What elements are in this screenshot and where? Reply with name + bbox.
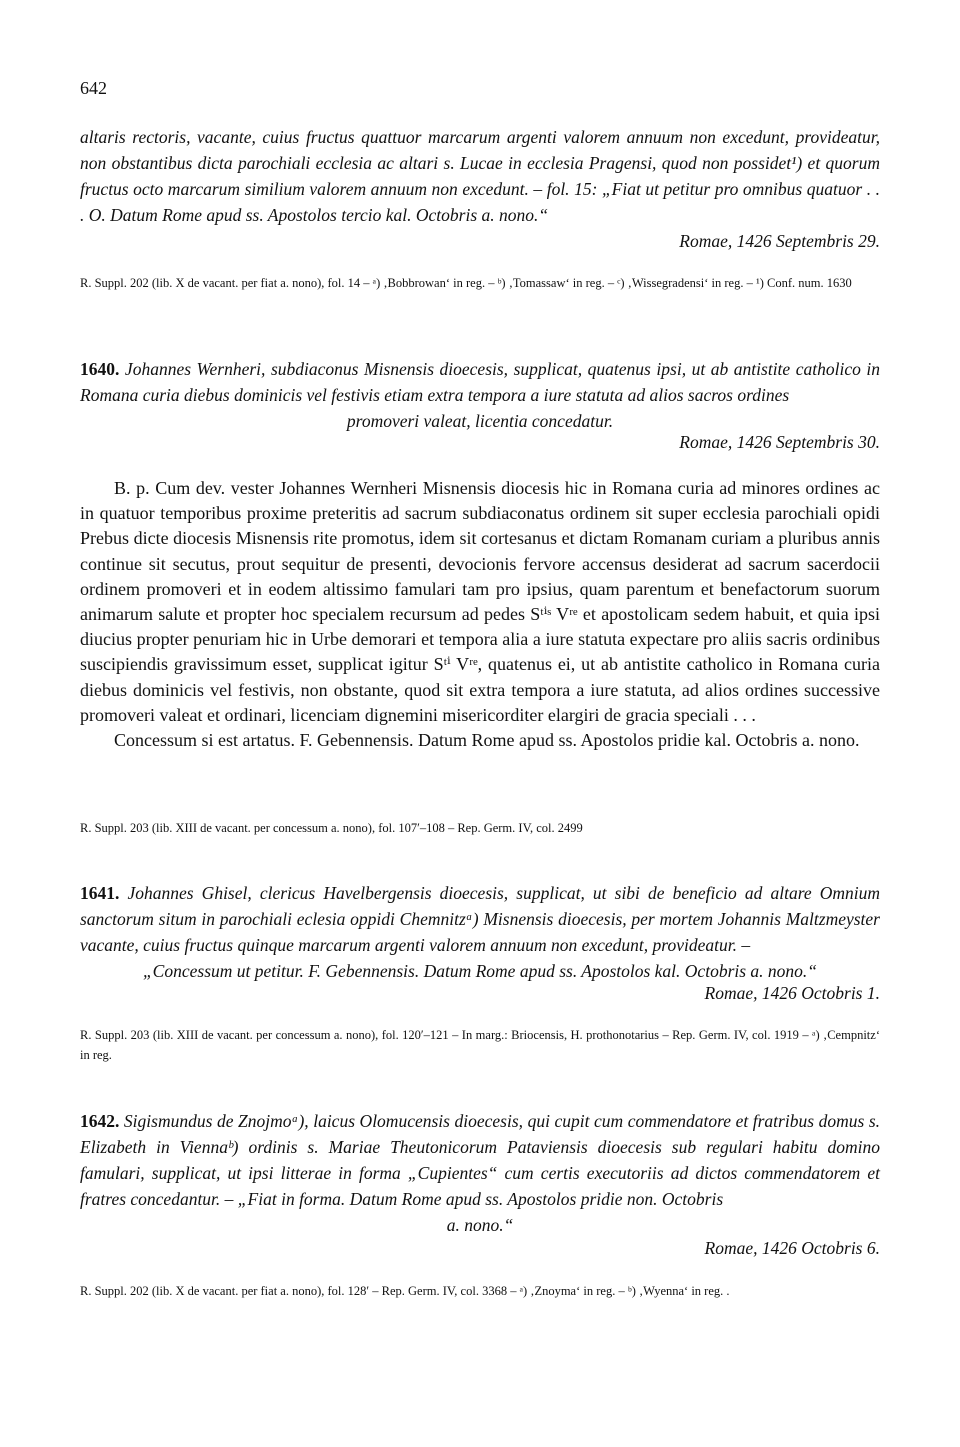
- supplication-paragraph: B. p. Cum dev. vester Johannes Wernheri Misnensis diocesis hic in Romana curia ad minores ordines ac in quatuor temporibus proxime preteritis ad sacrum subdiaconatus ordinem sit super ecclesia parochiali opidi Prebus dicte diocesis Misnensis rite promotus, idem sit cortesanus et dictam Romanam curiam a pluribus annis continue sit secutus, prout sequitur de presenti, devocionis fervore accensus desiderat ad sacrum sacerdocii ordinem promoveri et in eodem altissimo famulari tam pro ipsius, quam parentum et benefactorum suorum animarum salute et propter hoc specialem recursum ad pedes Sᵗⁱˢ Vʳᵉ et apostolicam sedem habuit, et quia ipsi diucius propter penuriam hic in Urbe demorari et tempora alia a iure statuta expectare pro aliis sacris ordinibus suscipiendis gravissimum esset, supplicat igitur Sᵗⁱ Vʳᵉ, quatenus ei, ut ab antistite catholico in Romana curia diebus dominicis vel festivis, non obstante, quod sit extra tempora a iure statuta, ad alios ordines successive promoveri valeat et ordinari, licenciam dignemini misericorditer elargiri de gracia speciali . . .: [80, 478, 880, 725]
- entry-1641-regest: [80, 880, 880, 984]
- regest-text: Sigismundus de Znojmoᵃ), laicus Olomucensis dioecesis, qui cupit cum commendatore et fratribus domus s. Elizabeth in Viennaᵇ) ordinis s. Mariae Theutonicorum Pataviensis dioecesis sub regulari habitu domino famulari, supplicat, ut ipsi litterae in forma „Cupientes“ cum certis executoriis ad dictos commendatorem et fratres concedantur. – „Fiat in forma. Datum Rome apud ss. Apostolos pridie non. Octobris: [80, 1111, 880, 1209]
- entry-1642-regest: [80, 1108, 880, 1238]
- regest-text-end: „Concessum ut petitur. F. Gebennensis. Datum Rome apud ss. Apostolos kal. Octobris a. nono.“: [142, 961, 818, 981]
- regest-text-end: a. nono.“: [446, 1215, 514, 1235]
- source-note: R. Suppl. 203 (lib. XIII de vacant. per concessum a. nono), fol. 120′–121 – In marg.: Briocensis, H. prothonotarius – Rep. Germ. IV, col. 1919 – ᵃ) ‚Cempnitz‘ in reg.: [80, 1028, 880, 1062]
- entry-1640-regest: [80, 356, 880, 434]
- entry-number: 1641.: [80, 883, 120, 903]
- concession-paragraph: Concessum si est artatus. F. Gebennensis. Datum Rome apud ss. Apostolos pridie kal. Octobris a. nono.: [114, 730, 860, 751]
- source-note: R. Suppl. 203 (lib. XIII de vacant. per concessum a. nono), fol. 107′–108 – Rep. Germ. IV, col. 2499: [80, 821, 583, 835]
- entry-date: Romae, 1426 Septembris 29.: [679, 231, 880, 251]
- supplication-text: [80, 476, 880, 753]
- regest-text-end: promoveri valeat, licentia concedatur.: [346, 411, 614, 431]
- entry-number: 1642.: [80, 1111, 120, 1131]
- entry-date: Romae, 1426 Septembris 30.: [679, 432, 880, 452]
- regest-text: Johannes Ghisel, clericus Havelbergensis dioecesis, supplicat, ut sibi de beneficio ad altare Omnium sanctorum situm in parochiali eclesia oppidi Chemnitzᵃ) Misnensis dioecesis, per mortem Johannis Maltzmeyster vacante, cuius fructus quinque marcarum argenti valorem annuum non excedunt, provideatur. –: [80, 883, 881, 955]
- entry-date: Romae, 1426 Octobris 6.: [704, 1238, 880, 1258]
- entry-date: Romae, 1426 Octobris 1.: [704, 983, 880, 1003]
- source-note: R. Suppl. 202 (lib. X de vacant. per fiat a. nono), fol. 128′ – Rep. Germ. IV, col. 3368 – ᵃ) ‚Znoyma‘ in reg. – ᵇ) ‚Wyenna‘ in reg. .: [80, 1284, 730, 1298]
- entry-number: 1640.: [80, 359, 120, 379]
- regest-continuation: altaris rectoris, vacante, cuius fructus quattuor marcarum argenti valorem annuum non excedunt, provideatur, non obstantibus dicta parochiali ecclesia ac altari s. Lucae in ecclesia Pragensi, quod non possidet¹) et quorum fructus octo marcarum similium valorem annuum non excedunt. – fol. 15: „Fiat ut petitur pro omnibus quatuor . . . O. Datum Rome apud ss. Apostolos tercio kal. Octobris a. nono.“: [80, 127, 880, 225]
- regest-text: Johannes Wernheri, subdiaconus Misnensis dioecesis, supplicat, quatenus ipsi, ut ab antistite catholico in Romana curia diebus dominicis vel festivis etiam extra tempora a iure statuta ad alios sacros ordines: [80, 359, 880, 405]
- page-number: 642: [80, 78, 107, 98]
- source-note: R. Suppl. 202 (lib. X de vacant. per fiat a. nono), fol. 14 – ᵃ) ‚Bobbrowan‘ in reg. – ᵇ) ‚Tomassaw‘ in reg. – ᶜ) ‚Wissegradensi‘ in reg. – ¹) Conf. num. 1630: [80, 276, 852, 290]
